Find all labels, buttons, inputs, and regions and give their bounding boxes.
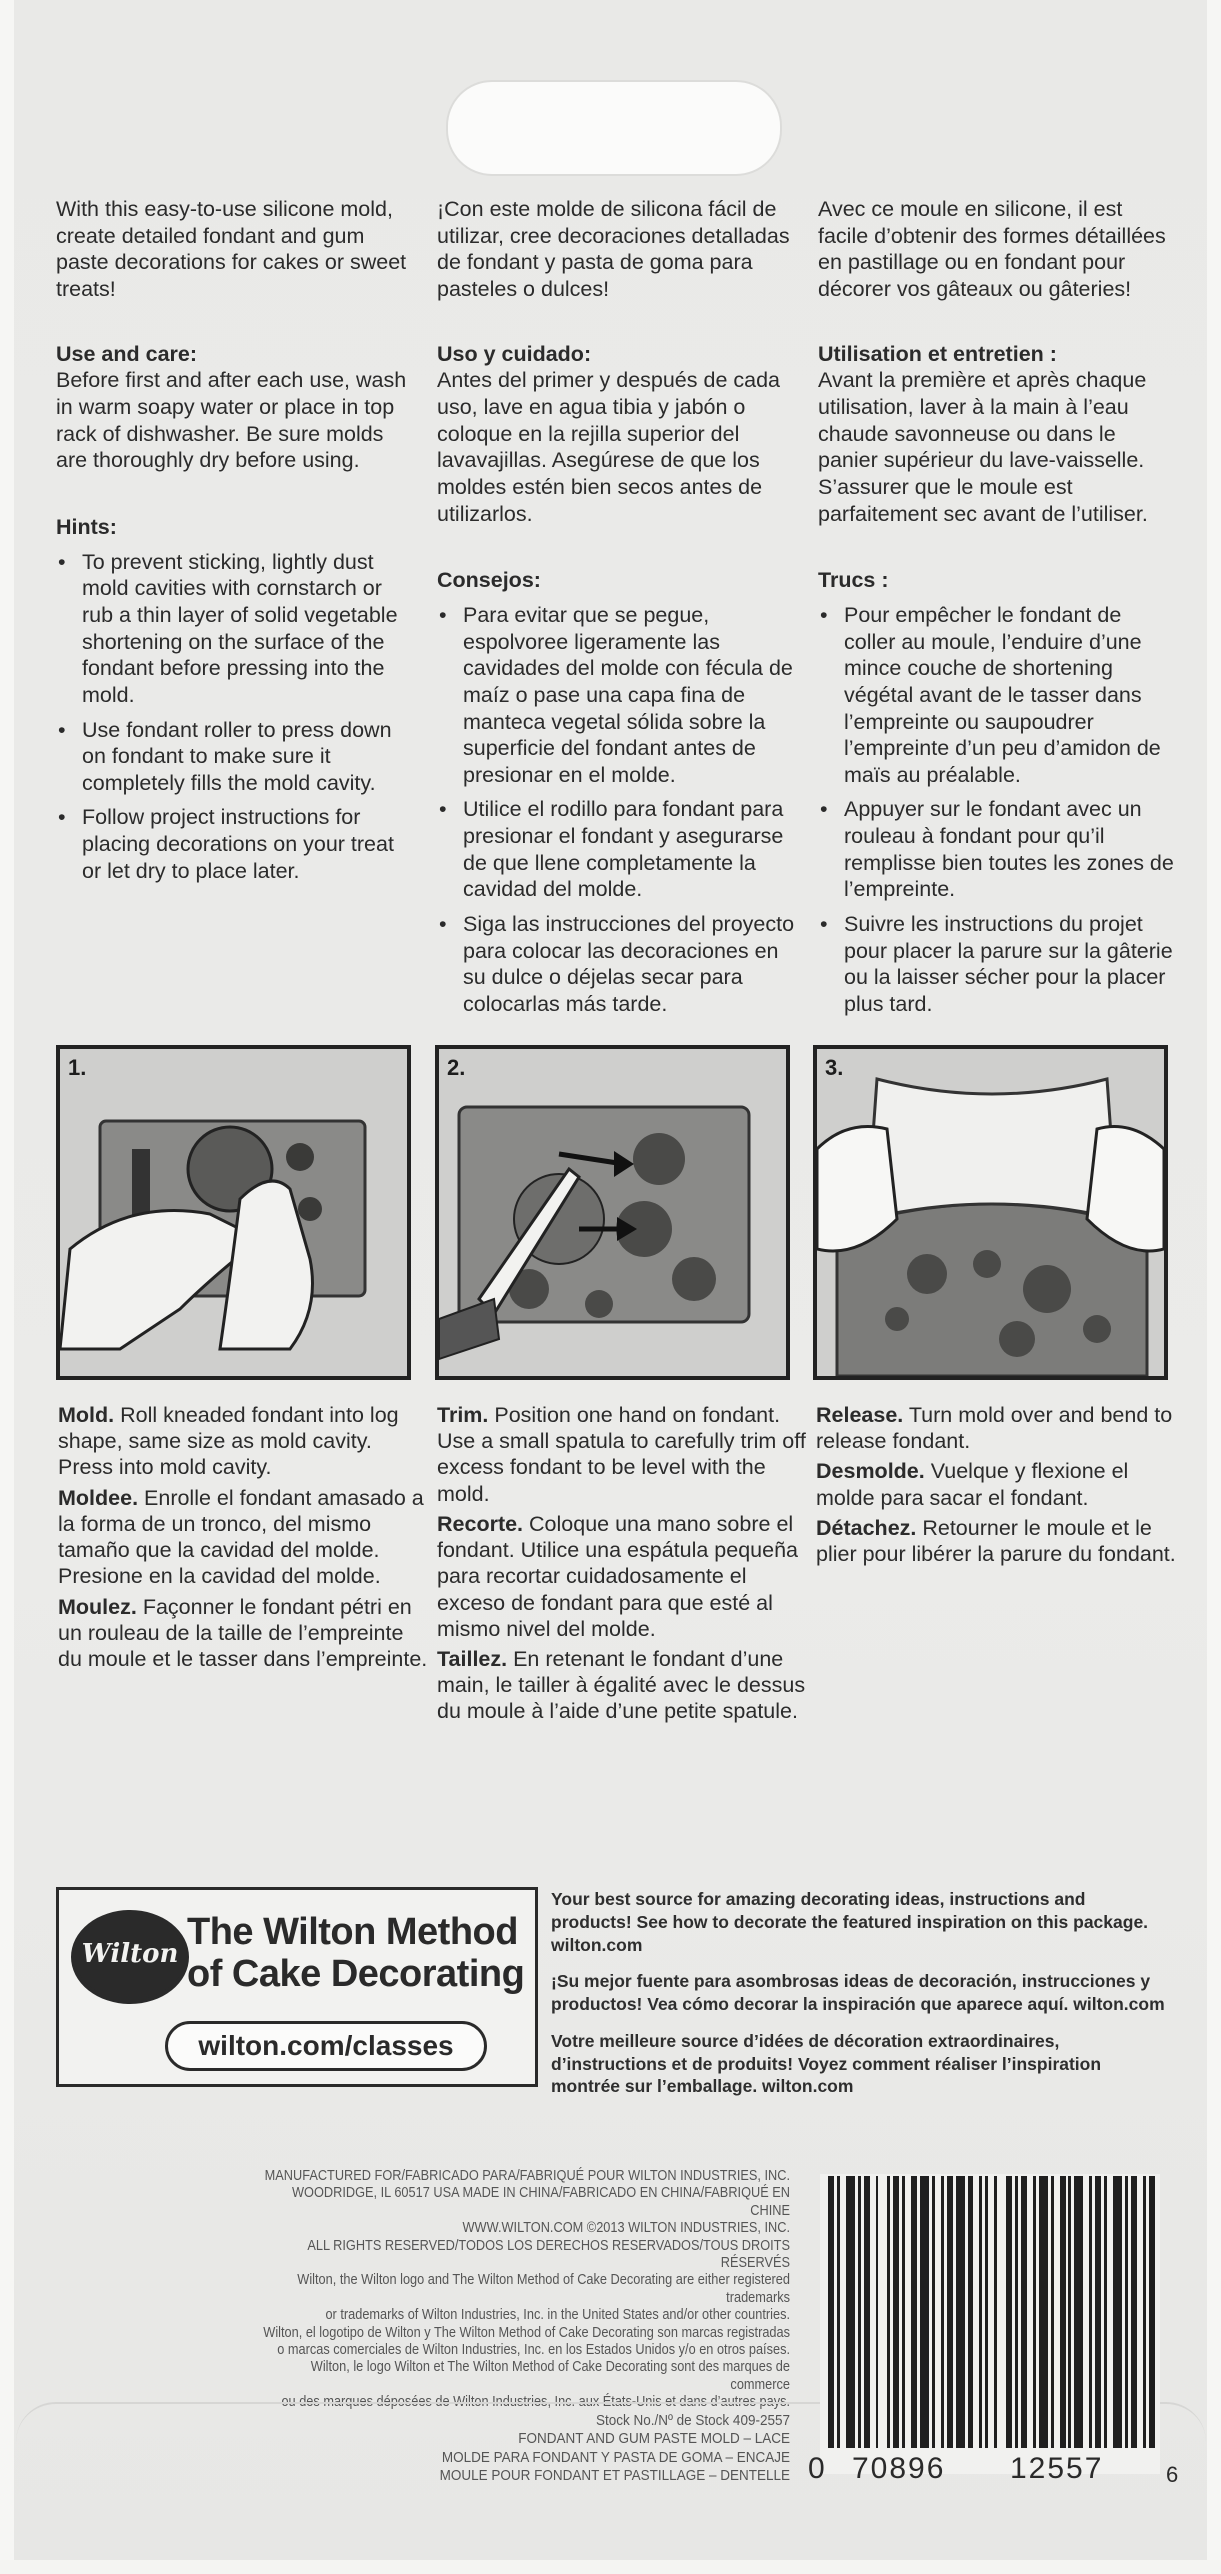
- care-text: Antes del primer y después de cada uso, lave en agua tibia y jabón o coloque en la rejilla superior del lavavajillas. Asegúrese de que los moldes estén bien secos antes de utilizarlos.: [437, 368, 781, 526]
- hints-heading: Consejos:: [437, 568, 541, 593]
- release-mold-drawing: [817, 1049, 1164, 1376]
- step-line: Taillez. En retenant le fondant d’une main, le tailler à égalité avec le dessus du moule à l’aide d’une petite spatule.: [437, 1646, 806, 1724]
- hints-heading: Trucs :: [818, 568, 889, 593]
- promo-text-en: Your best source for amazing decorating ideas, instructions and products! See how to decorate the featured inspiration on this package. wilton.com: [551, 1889, 1149, 1955]
- hint-item: • Suivre les instructions du projet pour placer la parure sur la gâterie ou la laisser sécher pour la placer plus tard.: [844, 911, 1178, 1018]
- step-2-description: [437, 1402, 807, 1729]
- column-spanish: [437, 196, 797, 1026]
- hints-list: [818, 602, 1178, 1018]
- step-line: Moldee. Enrolle el fondant amasado a la forma de un tronco, del mismo tamaño que la cavidad del molde. Presione en la cavidad del molde.: [58, 1485, 424, 1589]
- hint-item: • Appuyer sur le fondant avec un rouleau à fondant pour qu’il remplisse bien toutes les zones de l’empreinte.: [844, 796, 1178, 903]
- step-line: Trim. Position one hand on fondant. Use a small spatula to carefully trim off excess fondant to be level with the mold.: [437, 1403, 806, 1506]
- step-1-illustration: [56, 1045, 411, 1380]
- column-french: [818, 196, 1178, 1026]
- hints-heading: Hints:: [56, 514, 117, 539]
- barcode-bar: [997, 2176, 1006, 2448]
- step-number: 3.: [825, 1055, 844, 1080]
- barcode-lead-digit: 0: [808, 2452, 827, 2485]
- barcode-bar: [1113, 2176, 1122, 2448]
- step-line: Recorte. Coloque una mano sobre el fondant. Utilice una espátula pequeña para recortar cuidadosamente el exceso de fondant para que esté al mismo nivel del molde.: [437, 1511, 798, 1641]
- care-text: Before first and after each use, wash in warm soapy water or place in top rack of dishwasher. Be sure molds are thoroughly dry before using.: [56, 368, 407, 473]
- hint-item: • To prevent sticking, lightly dust mold cavities with cornstarch or rub a thin layer of solid vegetable shortening on the surface of the fondant before pressing into the mold.: [82, 549, 416, 709]
- step-line: Mold. Roll kneaded fondant into log shape, same size as mold cavity. Press into mold cavity.: [58, 1403, 399, 1480]
- legal-notice: MANUFACTURED FOR/FABRICADO PARA/FABRIQUÉ POUR WILTON INDUSTRIES, INC. WOODRIDGE, IL 60517 USA MADE IN CHINA/FABRICADO EN CHINA/FABRIQUÉ EN CHINE WWW.WILTON.COM ©2013 WILTON INDUSTRIES, INC. ALL RIGHTS RESERVED/TODOS LOS DERECHOS RESERVADOS/TOUS DROITS RÉSERVÉS Wilton, the Wilton logo and The Wilton Method of Cake Decorating are either registered trademarks or trademarks of Wilton Industries, Inc. in the United States and/or other countries. Wilton, el logotipo de Wilton y The Wilton Method of Cake Decorating son marcas registradas o marcas comerciales de Wilton Industries, Inc. en los Estados Unidos y/o en otros países. Wilton, le logo Wilton et The Wilton Method of Cake Decorating sont des marques de commerce ou des marques déposées de Wilton Industries, Inc. aux États-Unis et dans d’autres pays.: [263, 2168, 790, 2411]
- barcode-bar: [1039, 2176, 1048, 2448]
- barcode-bar: [846, 2176, 855, 2448]
- intro-text: With this easy-to-use silicone mold, create detailed fondant and gum paste decorations for cakes or sweet treats!: [56, 197, 407, 301]
- step-line: Desmolde. Vuelque y flexione el molde para sacar el fondant.: [816, 1459, 1129, 1510]
- hang-hole: [446, 80, 782, 176]
- step-2-illustration: [435, 1045, 790, 1380]
- step-3-description: [816, 1402, 1186, 1571]
- care-heading: Uso y cuidado:: [437, 341, 592, 366]
- barcode-bars: [828, 2176, 1158, 2448]
- care-heading: Use and care:: [56, 341, 198, 366]
- promo-text: [551, 1888, 1171, 2112]
- step-number: 1.: [68, 1055, 87, 1080]
- barcode-bar: [1155, 2176, 1158, 2448]
- step-line: Détachez. Retourner le moule et le plier pour libérer la parure du fondant.: [816, 1515, 1176, 1567]
- barcode-check-digit: 6: [1166, 2462, 1181, 2487]
- intro-text: Avec ce moule en silicone, il est facile d’obtenir des formes détaillées en pastillage ou en fondant pour décorer vos gâteaux ou gâteries!: [818, 197, 1166, 301]
- care-text: Avant la première et après chaque utilisation, laver à la main à l’eau chaude savonneuse ou dans le panier supérieur du lave-vaisselle. S’assurer que le moule est parfaitement sec avant de l’utiliser.: [818, 368, 1148, 526]
- wilton-logo: Wilton: [71, 1910, 189, 2004]
- column-english: [56, 196, 416, 892]
- hints-list: [437, 602, 797, 1018]
- barcode-bar: [878, 2176, 887, 2448]
- step-line: Moulez. Façonner le fondant pétri en un rouleau de la taille de l’empreinte du moule et le tasser dans l’empreinte.: [58, 1594, 428, 1671]
- hint-item: • Use fondant roller to press down on fondant to make sure it completely fills the mold cavity.: [82, 717, 416, 797]
- classes-link[interactable]: wilton.com/classes: [165, 2021, 487, 2071]
- step-number: 2.: [447, 1055, 466, 1080]
- barcode-bar: [956, 2176, 965, 2448]
- barcode-right-digits: 12557: [1010, 2452, 1104, 2485]
- step-3-illustration: [813, 1045, 1168, 1380]
- promo-text-es: ¡Su mejor fuente para asombrosas ideas de decoración, instrucciones y productos! Vea cómo decorar la inspiración que aparece aquí. wilton.com: [551, 1971, 1165, 2014]
- barcode-left-digits: 70896: [852, 2452, 946, 2485]
- hint-item: • Siga las instrucciones del proyecto para colocar las decoraciones en su dulce o déjelas secar para colocarlas más tarde.: [463, 911, 797, 1018]
- hint-item: • Para evitar que se pegue, espolvoree ligeramente las cavidades del molde con fécula de maíz o pase una capa fina de manteca vegetal sólida sobre la superficie del fondant antes de presionar en el molde.: [463, 602, 797, 789]
- wilton-method-banner: [56, 1887, 538, 2087]
- barcode-bar: [920, 2176, 929, 2448]
- promo-title: The Wilton Method of Cake Decorating: [187, 1911, 525, 1995]
- stock-info: Stock No./Nº de Stock 409-2557 FONDANT AND GUM PASTE MOLD – LACE MOLDE PARA FONDANT Y PASTA DE GOMA – ENCAJE MOULE POUR FONDANT ET PASTILLAGE – DENTELLE: [439, 2412, 790, 2484]
- step-1-description: [58, 1402, 428, 1676]
- promo-text-fr: Votre meilleure source d’idées de décoration extraordinaires, d’instructions et de produits! Voyez comment réaliser l’inspiration montrée sur l’emballage. wilton.com: [551, 2030, 1102, 2097]
- intro-text: ¡Con este molde de silicona fácil de utilizar, cree decoraciones detalladas de fondant y pasta de goma para pasteles o dulces!: [437, 197, 790, 301]
- hint-item: • Pour empêcher le fondant de coller au moule, l’enduire d’une mince couche de shortening végétal avant de le tasser dans l’empreinte ou saupoudrer l’empreinte d’un peu d’amidon de maïs au préalable.: [844, 602, 1178, 789]
- step-line: Release. Turn mold over and bend to release fondant.: [816, 1403, 1173, 1454]
- care-heading: Utilisation et entretien :: [818, 341, 1057, 366]
- mold-press-drawing: [60, 1049, 407, 1376]
- barcode-bar: [1074, 2176, 1083, 2448]
- hints-list: [56, 549, 416, 885]
- hint-item: • Utilice el rodillo para fondant para presionar el fondant y asegurarse de que llene completamente la cavidad del molde.: [463, 796, 797, 903]
- hint-item: • Follow project instructions for placing decorations on your treat or let dry to place later.: [82, 804, 416, 884]
- spatula-trim-drawing: [439, 1049, 786, 1376]
